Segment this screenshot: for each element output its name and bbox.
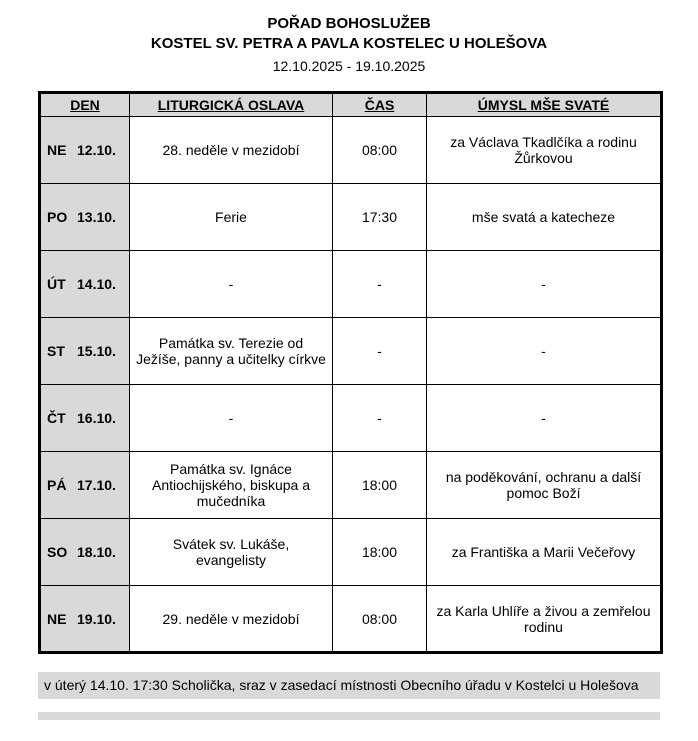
day-date: 14.10. (77, 276, 116, 293)
day-cell (40, 117, 130, 184)
table-row (40, 452, 662, 519)
bottom-divider-bar (38, 712, 660, 720)
day-date: 16.10. (77, 410, 116, 427)
day-abbr: ČT (47, 410, 66, 427)
column-header-umysl: ÚMYSL MŠE SVATÉ (427, 93, 662, 117)
day-abbr: NE (47, 142, 67, 159)
day-abbr: NE (47, 610, 67, 627)
day-abbr: ÚT (47, 276, 66, 293)
celebration-cell: Památka sv. Terezie od Ježíše, panny a učitelky církve (130, 318, 333, 385)
time-cell: - (333, 318, 427, 385)
table-row (40, 586, 662, 653)
day-cell (40, 519, 130, 586)
intention-cell: na poděkování, ochranu a další pomoc Boží (427, 452, 662, 519)
day-abbr: SO (47, 544, 68, 561)
time-cell: 08:00 (333, 586, 427, 653)
intention-cell: za Karla Uhlíře a živou a zemřelou rodinu (427, 586, 662, 653)
day-abbr: PÁ (47, 477, 67, 494)
day-cell (40, 452, 130, 519)
day-date: 18.10. (77, 544, 116, 561)
day-date: 12.10. (77, 142, 116, 159)
day-cell (40, 184, 130, 251)
intention-cell: - (427, 251, 662, 318)
celebration-cell: 28. neděle v mezidobí (130, 117, 333, 184)
celebration-cell: Památka sv. Ignáce Antiochijského, biskupa a mučedníka (130, 452, 333, 519)
date-range: 12.10.2025 - 19.10.2025 (272, 57, 426, 74)
page-subtitle: KOSTEL SV. PETRA A PAVLA KOSTELEC U HOLEŠOVA (150, 35, 548, 53)
table-row (40, 318, 662, 385)
time-cell: - (333, 385, 427, 452)
day-date: 15.10. (77, 343, 116, 360)
time-cell: 17:30 (333, 184, 427, 251)
intention-cell: za Františka a Marii Večeřovy (427, 519, 662, 586)
day-date: 17.10. (77, 477, 116, 494)
intention-cell: za Václava Tkadlčíka a rodinu Žůrkovou (427, 117, 662, 184)
day-cell (40, 251, 130, 318)
table-row (40, 519, 662, 586)
celebration-cell: - (130, 251, 333, 318)
celebration-cell: Svátek sv. Lukáše, evangelisty (130, 519, 333, 586)
time-cell: 18:00 (333, 519, 427, 586)
time-cell: - (333, 251, 427, 318)
time-cell: 18:00 (333, 452, 427, 519)
intention-cell: - (427, 385, 662, 452)
schedule-table (38, 91, 663, 654)
day-cell (40, 586, 130, 653)
celebration-cell: - (130, 385, 333, 452)
celebration-cell: Ferie (130, 184, 333, 251)
intention-cell: - (427, 318, 662, 385)
table-row (40, 117, 662, 184)
table-row (40, 385, 662, 452)
table-row (40, 251, 662, 318)
day-date: 13.10. (77, 209, 116, 226)
intention-cell: mše svatá a katecheze (427, 184, 662, 251)
day-abbr: ST (47, 343, 65, 360)
day-cell (40, 385, 130, 452)
table-header (40, 93, 662, 117)
column-header-den: DEN (40, 93, 130, 117)
day-abbr: PO (47, 209, 68, 226)
day-cell (40, 318, 130, 385)
footer-note: v úterý 14.10. 17:30 Scholička, sraz v zasedací místnosti Obecního úřadu v Kostelci u Holešova (38, 672, 660, 698)
celebration-cell: 29. neděle v mezidobí (130, 586, 333, 653)
time-cell: 08:00 (333, 117, 427, 184)
column-header-oslava: LITURGICKÁ OSLAVA (130, 93, 333, 117)
title-block (38, 14, 660, 75)
column-header-cas: ČAS (333, 93, 427, 117)
table-row (40, 184, 662, 251)
day-date: 19.10. (77, 610, 116, 627)
page-title: POŘAD BOHOSLUŽEB (267, 15, 431, 32)
